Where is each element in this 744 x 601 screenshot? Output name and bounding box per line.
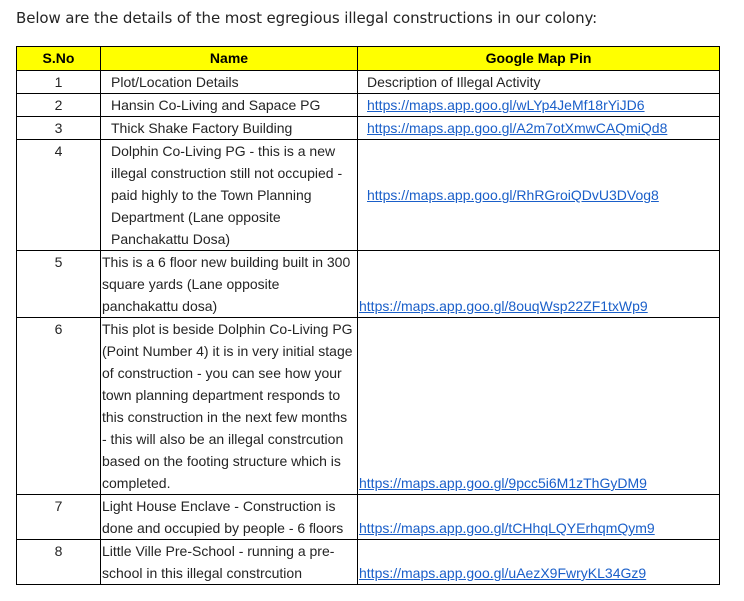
row-pin [358,140,720,251]
pin-description-text: Description of Illegal Activity [367,74,541,90]
row-sno: 6 [17,318,101,495]
row-sno: 3 [17,117,101,140]
row-pin [358,540,720,585]
row-sno: 7 [17,495,101,540]
table-row [17,540,720,585]
map-pin-link[interactable]: https://maps.app.goo.gl/RhRGroiQDvU3DVog8 [367,187,659,203]
row-name: Light House Enclave - Construction is done and occupied by people - 6 floors [101,495,358,540]
illegal-constructions-table [16,46,720,585]
row-sno: 5 [17,251,101,318]
table-row [17,94,720,117]
map-pin-link[interactable]: https://maps.app.goo.gl/8ouqWsp22ZF1txWp9 [359,298,648,314]
row-pin [358,251,720,318]
row-sno: 8 [17,540,101,585]
map-pin-link[interactable]: https://maps.app.goo.gl/A2m7otXmwCAQmiQd8 [367,120,668,136]
row-name: This plot is beside Dolphin Co-Living PG (Point Number 4) it is in very initial stage of construction - you can see how your town planning department responds to this construction in the next few months - this will also be an illegal constrcution based on the footing structure which is completed. [101,318,358,495]
row-pin [358,117,720,140]
header-name: Name [101,47,358,71]
row-name: Hansin Co-Living and Sapace PG [101,94,358,117]
row-pin [358,94,720,117]
row-name: Little Ville Pre-School - running a pre-school in this illegal constrcution [101,540,358,585]
map-pin-link[interactable]: https://maps.app.goo.gl/9pcc5i6M1zThGyDM9 [359,475,647,491]
table-row [17,140,720,251]
header-sno: S.No [17,47,101,71]
row-pin [358,495,720,540]
table-header-row [17,47,720,71]
table-row [17,117,720,140]
table-row [17,251,720,318]
row-sno: 4 [17,140,101,251]
intro-text: Below are the details of the most egregious illegal constructions in our colony: [16,9,598,27]
map-pin-link[interactable]: https://maps.app.goo.gl/wLYp4JeMf18rYiJD6 [367,97,645,113]
row-name: This is a 6 floor new building built in 300 square yards (Lane opposite panchakattu dosa) [101,251,358,318]
row-sno: 2 [17,94,101,117]
row-name: Dolphin Co-Living PG - this is a new illegal construction still not occupied - paid highly to the Town Planning Department (Lane opposite Panchakattu Dosa) [101,140,358,251]
table-row [17,495,720,540]
table-row [17,318,720,495]
map-pin-link[interactable]: https://maps.app.goo.gl/uAezX9FwryKL34Gz9 [359,565,647,581]
row-name: Thick Shake Factory Building [101,117,358,140]
row-name: Plot/Location Details [101,71,358,94]
row-pin-description [358,71,720,94]
row-pin [358,318,720,495]
table-row [17,71,720,94]
map-pin-link[interactable]: https://maps.app.goo.gl/tCHhqLQYErhqmQym9 [359,520,655,536]
row-sno: 1 [17,71,101,94]
header-map-pin: Google Map Pin [358,47,720,71]
